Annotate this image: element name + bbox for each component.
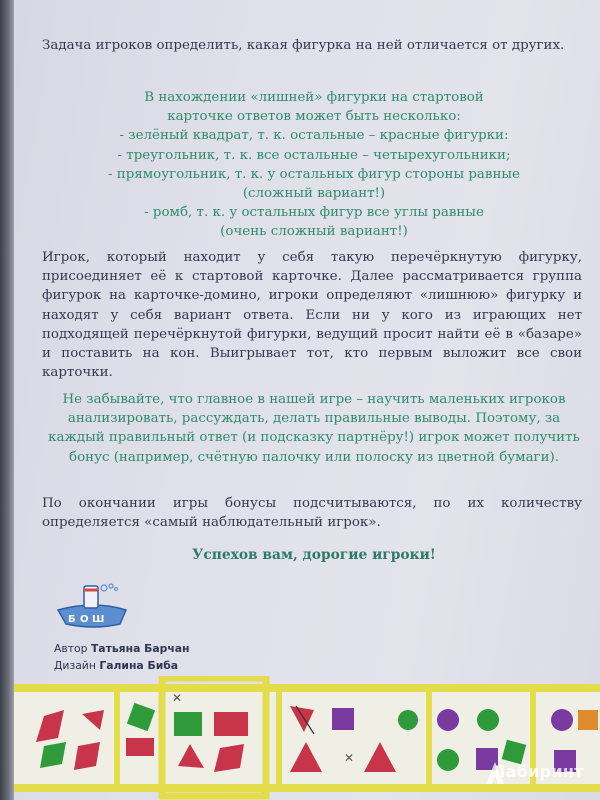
card-divider — [426, 688, 432, 788]
strip-border-bottom — [14, 784, 600, 792]
svg-text:Ш: Ш — [92, 614, 105, 625]
variant-line: - ромб, т. к. у остальных фигур все углы равные — [144, 205, 484, 221]
advice-paragraph: Не забывайте, что главное в нашей игре – научить маленьких игроков анализировать, рассуждать, делать правильные выводы. Поэтому, за каждый правильный ответ (и подсказку партнёру!) игрок может получить бонус (например, счётную палочку или полоску из цветной бумаги). — [48, 392, 580, 465]
author-label: Автор — [54, 642, 88, 655]
author-name: Татьяна Барчан — [90, 642, 190, 655]
variant-line: - треугольник, т. к. все остальные – четырехугольники; — [117, 147, 511, 163]
purple-circle-shape — [551, 709, 573, 731]
variant-line: - прямоугольник, т. к. у остальных фигур стороны равные — [108, 166, 520, 182]
design-label: Дизайн — [54, 659, 96, 672]
watermark-text: Лабиринт — [492, 762, 584, 781]
variant-line: (очень сложный вариант!) — [220, 224, 408, 240]
page-left-edge — [0, 0, 14, 800]
intro-paragraph: Задача игроков определить, какая фигурка на ней отличается от других. — [42, 38, 565, 53]
variant-line: - зелёный квадрат, т. к. остальные – красные фигурки: — [119, 128, 509, 144]
green-circle-shape — [398, 710, 418, 730]
design-name: Галина Биба — [99, 659, 179, 672]
wish-heading: Успехов вам, дорогие игроки! — [192, 547, 436, 563]
green-circle-shape — [437, 749, 459, 771]
rules-paragraph: Игрок, который находит у себя такую перечёркнутую фигурку, присоединяет её к стартовой карточке. Далее рассматривается группа фигурок на карточке-домино, игроки определяют «лишнюю» фигурку и находят у себя вариант ответа. Если ни у кого из играющих нет подходящей перечёркнутой фигурки, ведущий просит найти её в «базаре» и поставить на кон. Выигрывает тот, кто первым выложит все свои карточки. — [42, 250, 582, 381]
purple-circle-shape — [437, 709, 459, 731]
instruction-sheet — [14, 0, 600, 800]
cross-mark-icon: ✕ — [344, 751, 355, 765]
credits — [54, 640, 190, 674]
variants-heading: В нахождении «лишней» фигурки на стартовой карточке ответов может быть несколько: — [144, 90, 484, 125]
variants-block — [44, 88, 584, 242]
author-line — [54, 640, 190, 657]
orange-square-shape — [578, 710, 598, 730]
card-divider — [114, 688, 120, 788]
design-line — [54, 657, 190, 674]
red-rectangle-shape — [126, 738, 154, 756]
red-rectangle-shape — [214, 712, 248, 736]
variant-line: (сложный вариант!) — [242, 186, 386, 202]
card-divider — [276, 688, 282, 788]
domino-card-strip — [14, 676, 600, 800]
strip-border-top — [14, 684, 600, 692]
svg-text:О: О — [80, 614, 89, 625]
ship-logo-icon — [54, 580, 134, 632]
svg-text:Б: Б — [68, 614, 76, 625]
purple-square-shape — [332, 708, 354, 730]
green-square-shape — [174, 712, 202, 736]
cross-mark-icon: ✕ — [172, 691, 183, 705]
ending-paragraph: По окончании игры бонусы подсчитываются, по их количеству определяется «самый наблюдательный игрок». — [42, 496, 582, 531]
green-circle-shape — [477, 709, 499, 731]
